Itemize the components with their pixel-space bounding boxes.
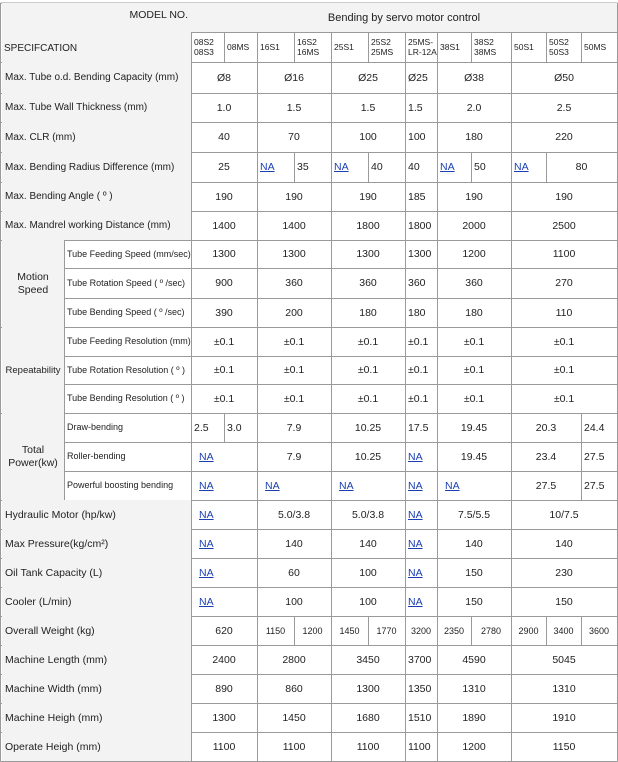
spec-value: 1800 bbox=[356, 219, 380, 232]
spec-value: 100 bbox=[408, 131, 426, 143]
spec-value: ±0.1 bbox=[357, 335, 379, 348]
row-label: Tube Bending Resolution ( º ) bbox=[67, 393, 185, 403]
na-link[interactable]: NA bbox=[199, 508, 214, 521]
spec-value: ±0.1 bbox=[213, 392, 235, 405]
row-label: Draw-bending bbox=[67, 422, 124, 432]
spec-value: 190 bbox=[215, 190, 233, 203]
spec-value: 40 bbox=[218, 131, 230, 143]
spec-value: ±0.1 bbox=[408, 364, 429, 376]
spec-value: 2500 bbox=[552, 219, 576, 232]
row-label: Cooler (L/min) bbox=[5, 595, 72, 608]
spec-value: 2900 bbox=[518, 625, 539, 636]
row-label: Max. Mandrel working Distance (mm) bbox=[5, 220, 171, 231]
spec-value: 1.0 bbox=[216, 101, 232, 114]
total-power-label: Total Power(kw) bbox=[8, 443, 58, 469]
spec-value: 1100 bbox=[212, 740, 236, 753]
spec-value: 1890 bbox=[462, 711, 486, 724]
spec-value: 50 bbox=[474, 161, 486, 173]
spec-value: ±0.1 bbox=[283, 392, 305, 405]
spec-value: 35 bbox=[297, 161, 309, 173]
row-label: Machine Width (mm) bbox=[5, 682, 102, 695]
spec-value: 19.45 bbox=[460, 421, 488, 434]
spec-value: 3.0 bbox=[227, 421, 242, 434]
spec-value: ±0.1 bbox=[213, 364, 235, 376]
spec-value: ±0.1 bbox=[553, 335, 575, 348]
spec-value: 140 bbox=[285, 537, 303, 550]
spec-value: 1310 bbox=[552, 682, 576, 695]
spec-value: 1.5 bbox=[360, 101, 376, 114]
spec-value: 620 bbox=[215, 624, 233, 637]
spec-value: 150 bbox=[465, 595, 483, 608]
spec-value: 4590 bbox=[462, 653, 486, 666]
model-number: 50MS bbox=[584, 42, 607, 52]
spec-value: 5.0/3.8 bbox=[351, 508, 385, 521]
spec-value: 10/7.5 bbox=[549, 508, 579, 521]
spec-value: 1200 bbox=[302, 625, 323, 636]
spec-value: 360 bbox=[359, 277, 377, 289]
spec-value: 2350 bbox=[443, 625, 465, 636]
spec-value: 1100 bbox=[356, 740, 380, 753]
spec-value: 100 bbox=[359, 595, 377, 608]
spec-value: 890 bbox=[215, 682, 233, 695]
spec-value: 180 bbox=[359, 306, 377, 319]
na-link[interactable]: NA bbox=[339, 479, 354, 492]
spec-value: 1300 bbox=[356, 248, 380, 260]
spec-value: 1910 bbox=[552, 711, 576, 724]
spec-value: 5.0/3.8 bbox=[277, 508, 311, 521]
spec-value: 180 bbox=[465, 131, 483, 143]
row-label: Tube Feeding Speed (mm/sec) bbox=[67, 248, 191, 259]
spec-value: 3200 bbox=[410, 625, 432, 636]
spec-value: 1300 bbox=[282, 248, 306, 260]
spec-value: 1350 bbox=[408, 682, 432, 695]
spec-value: ±0.1 bbox=[553, 392, 575, 405]
spec-value: 100 bbox=[285, 595, 303, 608]
spec-value: 2800 bbox=[282, 653, 306, 666]
spec-value: ±0.1 bbox=[553, 364, 575, 376]
spec-value: 1310 bbox=[462, 682, 486, 695]
row-label: Powerful boosting bending bbox=[67, 480, 174, 490]
spec-value: 2000 bbox=[462, 219, 486, 232]
model-number: 25S1 bbox=[334, 42, 354, 52]
spec-value: 110 bbox=[555, 306, 573, 319]
spec-value: 2400 bbox=[212, 653, 236, 666]
model-number: 50S2 50S3 bbox=[549, 37, 569, 57]
spec-value: 1770 bbox=[376, 625, 397, 636]
spec-value: 150 bbox=[465, 566, 483, 579]
row-label: Oil Tank Capacity (L) bbox=[5, 566, 103, 579]
spec-value: 17.5 bbox=[408, 421, 429, 434]
row-label: Max. Tube Wall Thickness (mm) bbox=[5, 102, 148, 113]
spec-value: 190 bbox=[285, 190, 303, 203]
model-number: 38S2 38MS bbox=[474, 37, 497, 57]
spec-value: 230 bbox=[555, 566, 573, 579]
na-link[interactable]: NA bbox=[408, 595, 423, 608]
spec-value: 190 bbox=[465, 190, 483, 203]
spec-value: 100 bbox=[359, 131, 377, 143]
model-number: 08MS bbox=[227, 42, 250, 52]
spec-value: ±0.1 bbox=[357, 392, 379, 405]
row-label: Tube Bending Speed ( º /sec) bbox=[67, 307, 185, 317]
row-label: Max. Bending Radius Difference (mm) bbox=[5, 161, 175, 173]
row-label: Max Pressure(kg/cm²) bbox=[5, 537, 109, 550]
spec-value: 900 bbox=[215, 277, 233, 289]
na-link[interactable]: NA bbox=[440, 161, 455, 173]
spec-value: 1400 bbox=[212, 219, 236, 232]
model-number: 25S2 25MS bbox=[371, 37, 394, 57]
group-title: Bending by servo motor control bbox=[327, 11, 481, 24]
spec-value: ±0.1 bbox=[408, 335, 429, 348]
na-link[interactable]: NA bbox=[408, 450, 423, 463]
na-link[interactable]: NA bbox=[408, 479, 423, 492]
na-link[interactable]: NA bbox=[199, 566, 214, 579]
spec-value: 20.3 bbox=[535, 421, 557, 434]
row-label: Roller-bending bbox=[67, 451, 126, 461]
spec-value: Ø8 bbox=[216, 71, 231, 84]
spec-value: 1400 bbox=[282, 219, 306, 232]
spec-value: 140 bbox=[359, 537, 377, 550]
spec-value: 2.0 bbox=[466, 101, 482, 114]
spec-value: 190 bbox=[555, 190, 573, 203]
motion-speed-label: Motion Speed bbox=[17, 270, 49, 296]
model-number: 38S1 bbox=[440, 42, 460, 52]
spec-value: ±0.1 bbox=[357, 364, 379, 376]
row-label: Max. Bending Angle ( º ) bbox=[5, 191, 113, 202]
spec-value: 2780 bbox=[480, 625, 502, 636]
spec-value: 1100 bbox=[282, 740, 306, 753]
spec-value: 180 bbox=[465, 306, 483, 319]
spec-value: 360 bbox=[465, 277, 483, 289]
model-number: 08S2 08S3 bbox=[194, 37, 214, 57]
spec-value: ±0.1 bbox=[463, 392, 485, 405]
spec-value: 1.5 bbox=[286, 101, 302, 114]
row-label: Tube Rotation Speed ( º /sec) bbox=[67, 277, 186, 288]
row-label: Machine Length (mm) bbox=[5, 653, 108, 666]
na-link[interactable]: NA bbox=[199, 479, 214, 492]
spec-value: 1450 bbox=[339, 625, 360, 636]
spec-value: 360 bbox=[408, 277, 426, 289]
spec-value: Ø50 bbox=[554, 71, 574, 84]
spec-value: 27.5 bbox=[584, 479, 605, 492]
row-label: Machine Heigh (mm) bbox=[5, 711, 103, 724]
spec-value: 1800 bbox=[408, 219, 432, 232]
spec-value: 140 bbox=[465, 537, 483, 550]
spec-value: 27.5 bbox=[535, 479, 557, 492]
spec-value: ±0.1 bbox=[283, 335, 305, 348]
row-label: Tube Feeding Resolution (mm) bbox=[67, 336, 191, 346]
model-no-label: MODEL NO. bbox=[129, 9, 188, 21]
repeatability-label: Repeatability bbox=[5, 364, 61, 376]
na-link[interactable]: NA bbox=[408, 508, 423, 521]
na-link[interactable]: NA bbox=[265, 479, 280, 492]
spec-value: ±0.1 bbox=[283, 364, 305, 376]
spec-value: 2.5 bbox=[556, 101, 572, 114]
spec-value: 1300 bbox=[212, 248, 236, 260]
spec-value: 270 bbox=[555, 277, 573, 289]
na-link[interactable]: NA bbox=[408, 537, 423, 550]
spec-value: 860 bbox=[285, 682, 303, 695]
na-link[interactable]: NA bbox=[408, 566, 423, 579]
row-label: Max. Tube o.d. Bending Capacity (mm) bbox=[5, 72, 179, 83]
spec-value: 360 bbox=[285, 277, 303, 289]
spec-value: 1150 bbox=[552, 740, 576, 753]
spec-value: 3700 bbox=[408, 653, 432, 666]
spec-value: 10.25 bbox=[354, 450, 382, 463]
row-label: Max. CLR (mm) bbox=[5, 131, 76, 143]
spec-value: 7.9 bbox=[286, 450, 302, 463]
spec-value: 70 bbox=[288, 131, 300, 143]
spec-value: 25 bbox=[218, 161, 230, 173]
spec-value: 23.4 bbox=[535, 450, 557, 463]
spec-value: 2.5 bbox=[194, 421, 209, 434]
na-link[interactable]: NA bbox=[199, 537, 214, 550]
spec-value: 190 bbox=[359, 190, 377, 203]
spec-value: 1200 bbox=[462, 248, 486, 260]
spec-value: 5045 bbox=[552, 653, 576, 666]
spec-value: 1680 bbox=[356, 711, 380, 724]
spec-value: 100 bbox=[359, 566, 377, 579]
spec-value: 200 bbox=[285, 306, 303, 319]
spec-value: 390 bbox=[215, 306, 233, 319]
spec-value: ±0.1 bbox=[463, 335, 485, 348]
model-number: 16S1 bbox=[260, 42, 280, 52]
spec-value: 1.5 bbox=[408, 101, 423, 114]
spec-value: 1300 bbox=[408, 248, 432, 260]
spec-value: 19.45 bbox=[460, 450, 488, 463]
spec-value: 180 bbox=[408, 306, 426, 319]
spec-value: 150 bbox=[555, 595, 573, 608]
spec-value: 27.5 bbox=[584, 450, 605, 463]
spec-value: 7.5/5.5 bbox=[457, 508, 491, 521]
na-link[interactable]: NA bbox=[514, 161, 529, 173]
spec-value: 7.9 bbox=[286, 421, 302, 434]
spec-value: 1300 bbox=[356, 682, 380, 695]
spec-value: Ø38 bbox=[464, 71, 484, 84]
na-link[interactable]: NA bbox=[260, 161, 275, 173]
spec-value: 3400 bbox=[553, 625, 574, 636]
spec-value: 1100 bbox=[552, 248, 576, 260]
spec-value: 24.4 bbox=[584, 421, 605, 434]
spec-value: 185 bbox=[408, 190, 426, 203]
spec-value: 1510 bbox=[408, 711, 432, 724]
spec-value: Ø16 bbox=[284, 71, 304, 84]
spec-value: 40 bbox=[371, 161, 383, 173]
spec-value: 60 bbox=[288, 566, 300, 579]
spec-value: 80 bbox=[575, 161, 588, 173]
na-link[interactable]: NA bbox=[199, 595, 214, 608]
spec-value: Ø25 bbox=[408, 71, 428, 84]
model-number: 25MS- LR-12A bbox=[408, 37, 437, 57]
spec-value: Ø25 bbox=[358, 71, 378, 84]
model-number: 50S1 bbox=[514, 42, 534, 52]
spec-value: ±0.1 bbox=[463, 364, 485, 376]
spec-value: 1300 bbox=[212, 711, 236, 724]
spec-value: 1100 bbox=[408, 740, 431, 753]
spec-value: 3450 bbox=[356, 653, 380, 666]
specification-label: SPECIFCATION bbox=[4, 42, 78, 54]
spec-value: ±0.1 bbox=[213, 335, 235, 348]
row-label: Operate Heigh (mm) bbox=[5, 740, 101, 753]
na-link[interactable]: NA bbox=[199, 450, 214, 463]
na-link[interactable]: NA bbox=[334, 161, 349, 173]
row-label: Hydraulic Motor (hp/kw) bbox=[5, 508, 116, 521]
spec-value: 40 bbox=[408, 161, 420, 173]
spec-value: 10.25 bbox=[354, 421, 382, 434]
spec-value: 140 bbox=[555, 537, 573, 550]
spec-value: 1450 bbox=[282, 711, 306, 724]
na-link[interactable]: NA bbox=[445, 479, 460, 492]
spec-value: 3600 bbox=[588, 625, 610, 636]
spec-value: 1200 bbox=[462, 740, 486, 753]
spec-value: 1150 bbox=[265, 625, 286, 636]
spec-value: ±0.1 bbox=[408, 392, 429, 405]
row-label: Overall Weight (kg) bbox=[5, 624, 95, 637]
spec-value: 220 bbox=[555, 131, 573, 143]
model-number: 16S2 16MS bbox=[297, 37, 320, 57]
row-label: Tube Rotation Resolution ( º ) bbox=[67, 364, 186, 375]
